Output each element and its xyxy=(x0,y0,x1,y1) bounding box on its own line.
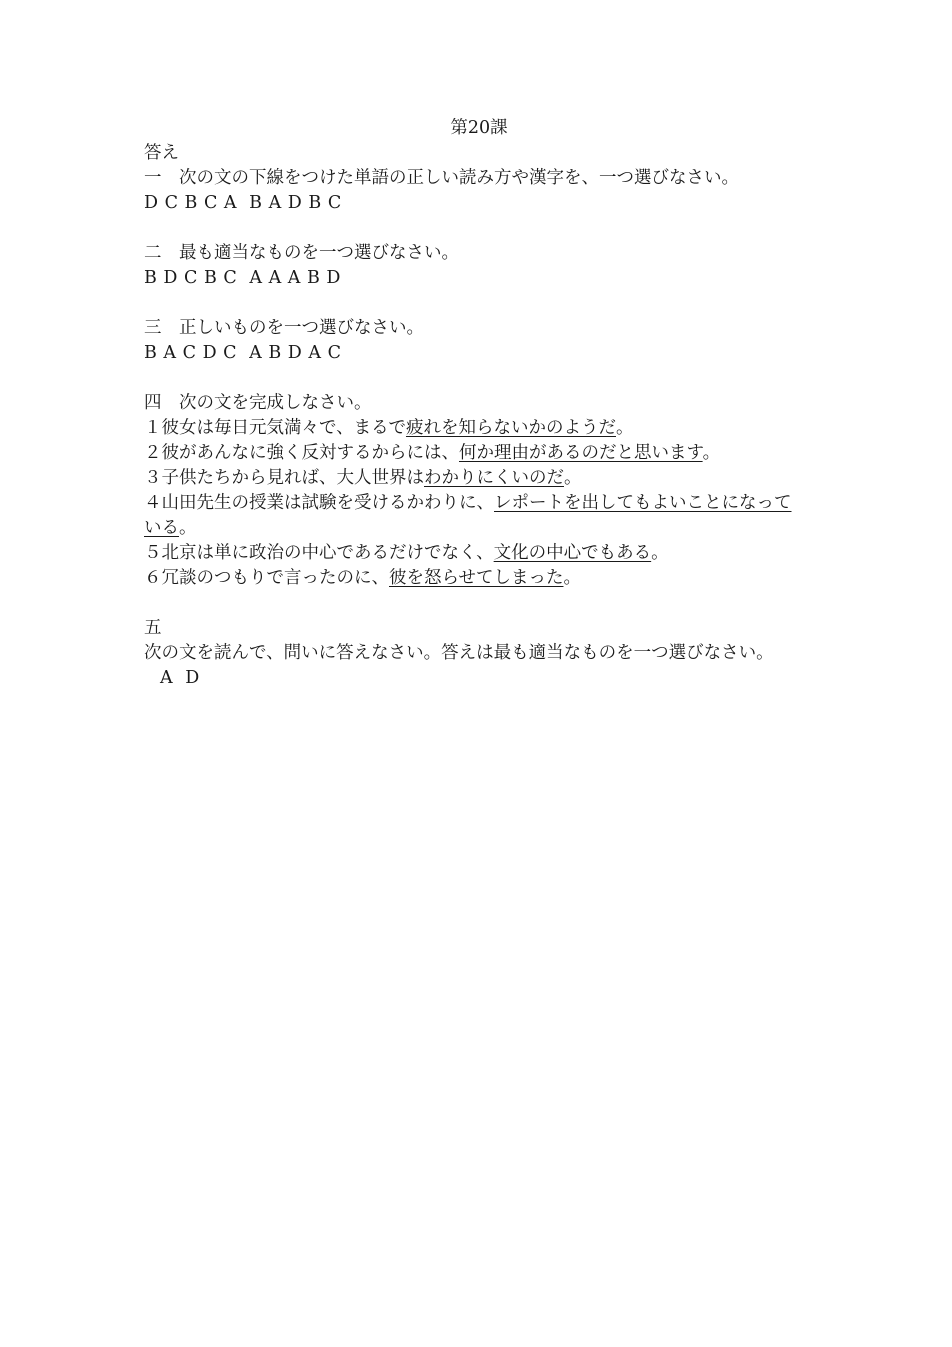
item-answer-underlined: レポートを出してもよいことになっている xyxy=(144,493,792,538)
item-answer-underlined: 文化の中心でもある xyxy=(493,543,652,563)
item-punctuation: 。 xyxy=(179,518,197,538)
item-punctuation: 。 xyxy=(615,418,634,438)
item-text: ６冗談のつもりで言ったのに、 xyxy=(144,568,389,588)
section-5-answers: A D xyxy=(160,668,200,688)
section-5-instruction: 次の文を読んで、問いに答えなさい。答えは最も適当なものを一つ選びなさい。 xyxy=(144,643,774,663)
item-answer-underlined: 疲れを知らないかのようだ xyxy=(405,418,616,438)
answers-heading: 答え xyxy=(144,143,179,163)
item-answer-underlined: 何か理由があるのだと思います xyxy=(459,443,703,463)
section-4-item-5 xyxy=(144,541,804,566)
spacer xyxy=(144,291,804,316)
section-4-item-2 xyxy=(144,441,804,466)
section-1-instruction: 一 次の文の下線をつけた単語の正しい読み方や漢字を、一つ選びなさい。 xyxy=(144,168,739,188)
item-punctuation: 。 xyxy=(702,443,721,463)
section-2-instruction: 二 最も適当なものを一つ選びなさい。 xyxy=(144,243,459,263)
item-answer-underlined: わかりにくいのだ xyxy=(424,468,564,488)
section-3-instruction: 三 正しいものを一つ選びなさい。 xyxy=(144,318,424,338)
item-punctuation: 。 xyxy=(564,468,582,488)
item-text: ３子供たちから見れば、大人世界は xyxy=(144,468,424,488)
spacer xyxy=(144,366,804,391)
item-text: ５北京は単に政治の中心であるだけでなく、 xyxy=(144,543,494,563)
item-punctuation: 。 xyxy=(563,568,581,588)
item-text: ２彼があんなに強く反対するからには、 xyxy=(144,443,459,463)
section-4-instruction: 四 次の文を完成しなさい。 xyxy=(144,393,372,413)
item-text: １彼女は毎日元気満々で、まるで xyxy=(144,418,406,438)
section-4-item-1 xyxy=(144,416,804,441)
item-text: ４山田先生の授業は試験を受けるかわりに、 xyxy=(144,493,494,513)
section-3-answers: B A C D C A B D A C xyxy=(144,343,342,363)
item-punctuation: 。 xyxy=(651,543,669,563)
section-1-answers: D C B C A B A D B C xyxy=(144,193,342,213)
lesson-title: 第20課 xyxy=(450,118,508,138)
section-4-item-4 xyxy=(144,491,804,541)
document-content xyxy=(144,116,804,691)
section-4-item-3 xyxy=(144,466,804,491)
section-4-item-6 xyxy=(144,566,804,591)
section-5-number: 五 xyxy=(144,618,162,638)
spacer xyxy=(144,216,804,241)
section-2-answers: B D C B C A A A B D xyxy=(144,268,341,288)
spacer xyxy=(144,591,804,616)
item-answer-underlined: 彼を怒らせてしまった xyxy=(389,568,564,588)
